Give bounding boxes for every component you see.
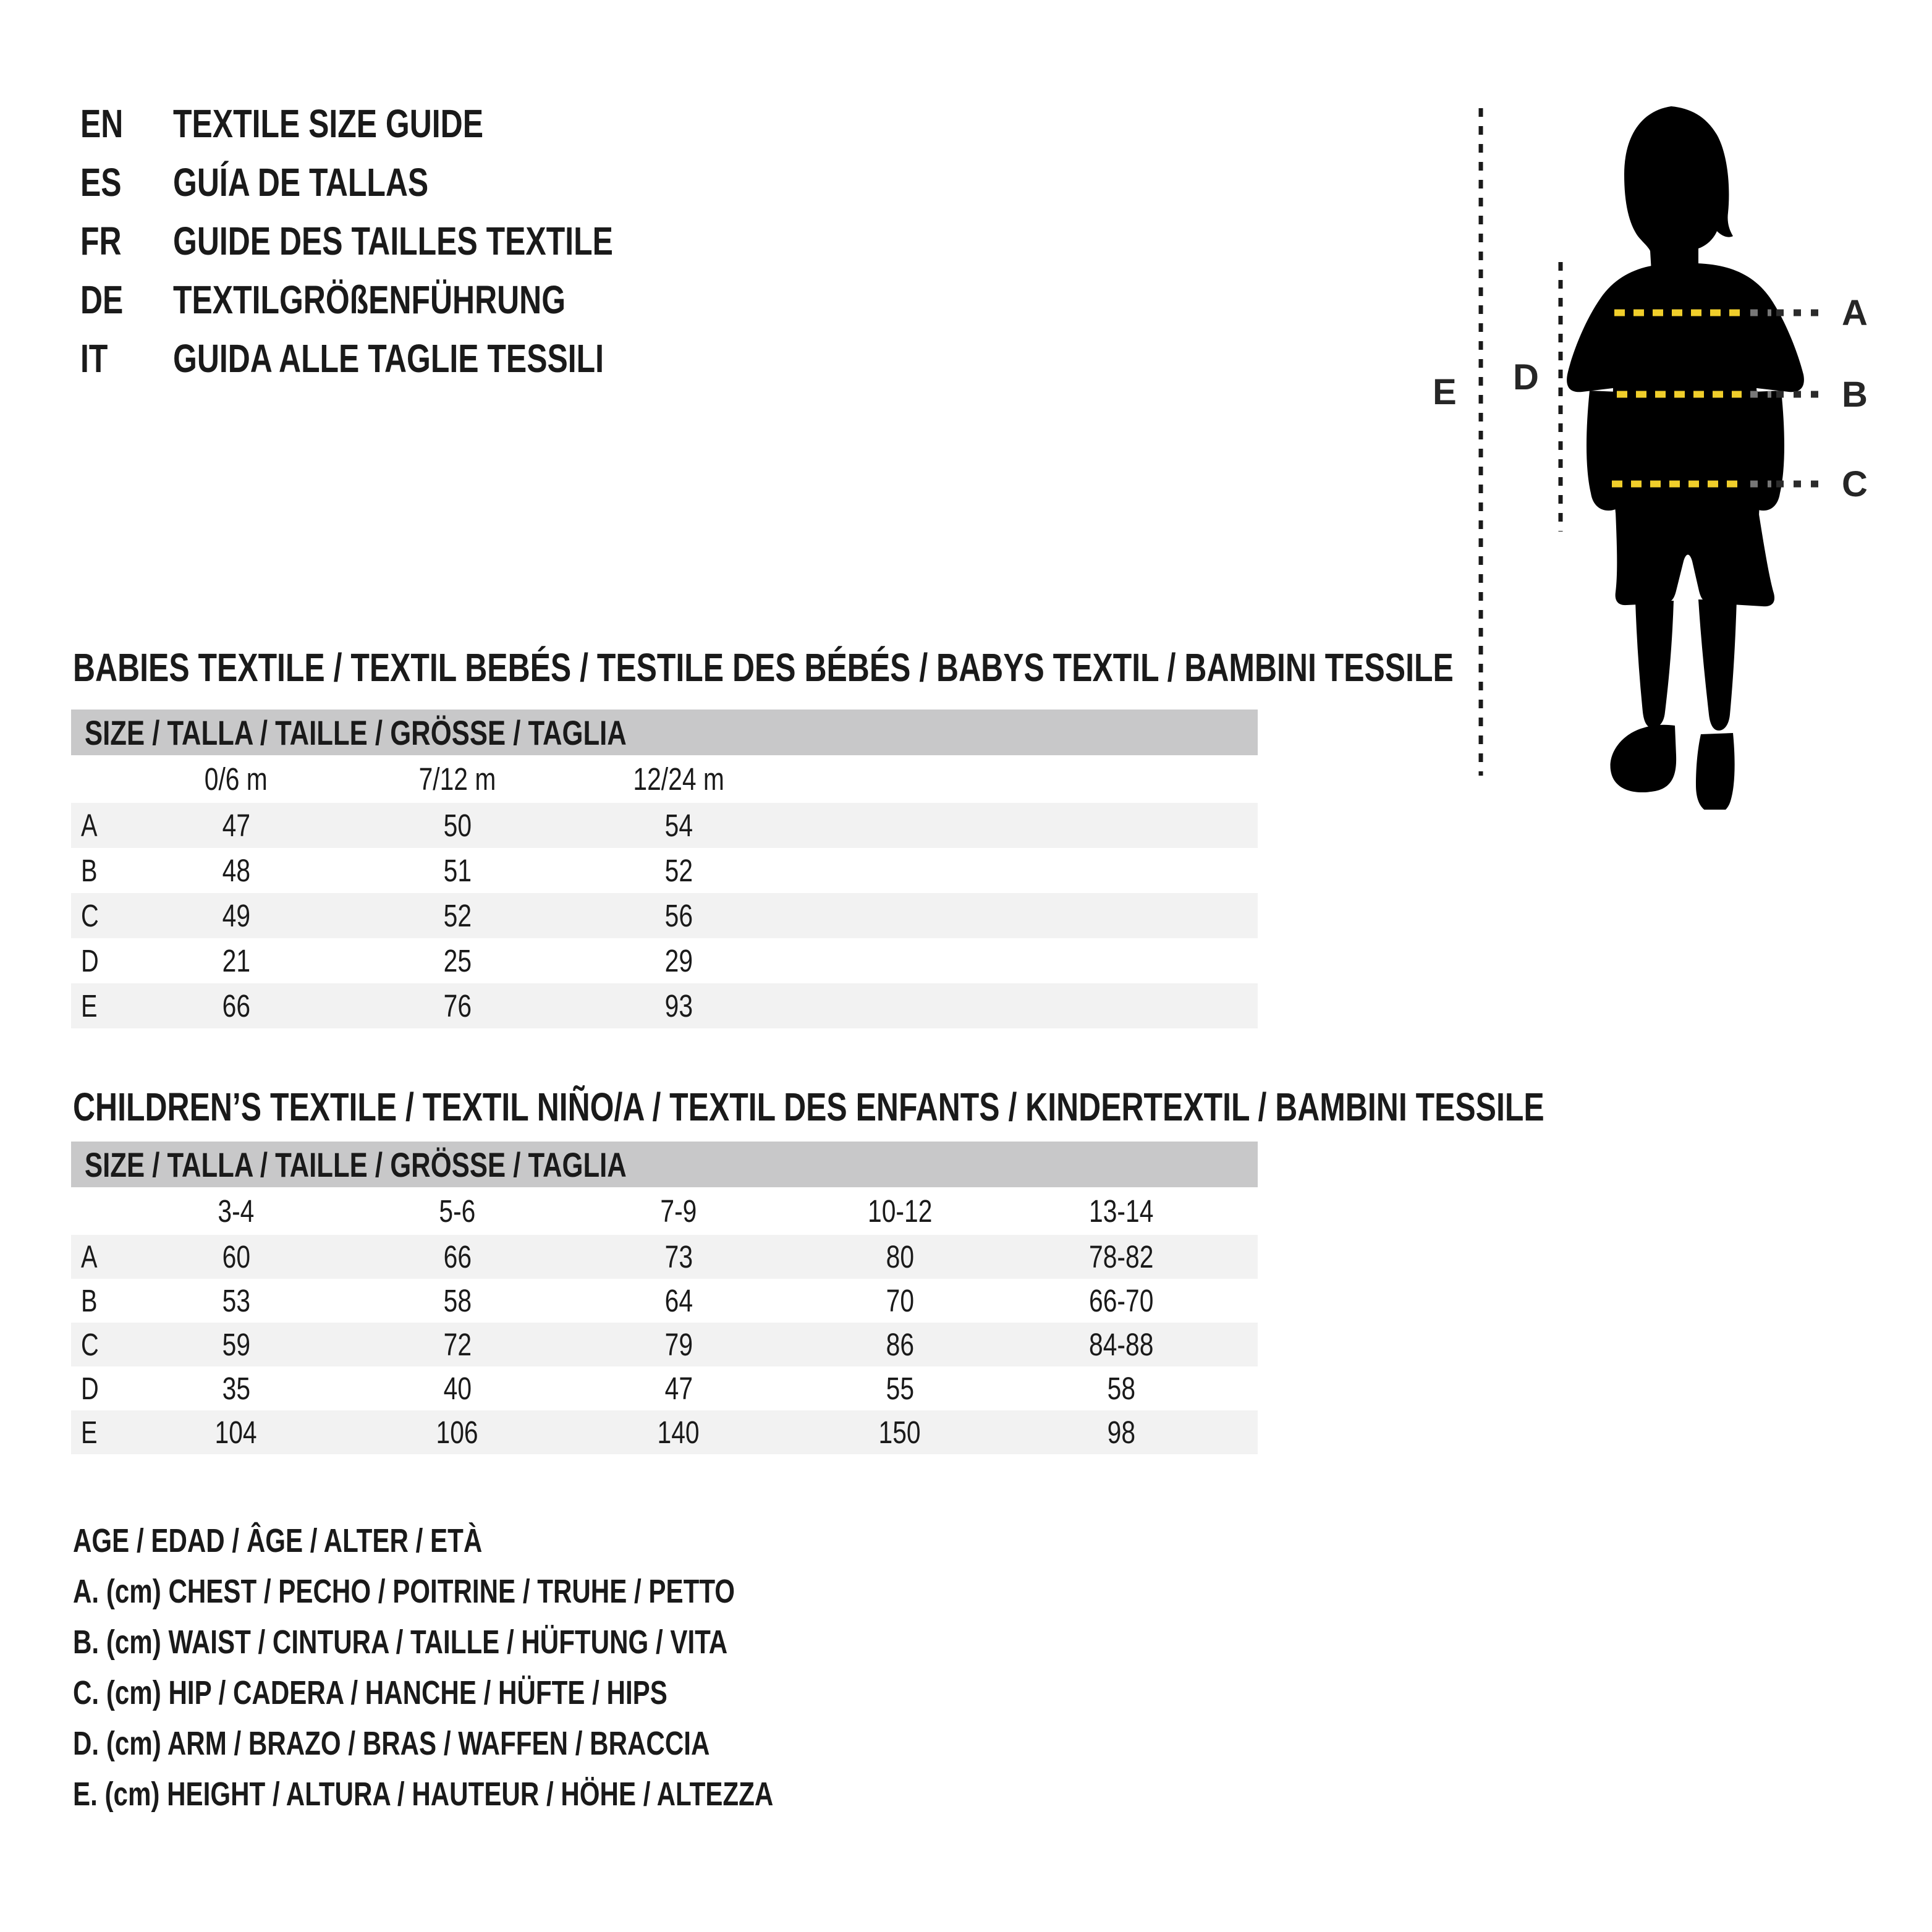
language-code: DE	[80, 277, 124, 322]
size-value: 56	[664, 898, 693, 933]
language-title: TEXTILE SIZE GUIDE	[173, 101, 484, 146]
size-header-bar	[71, 710, 1258, 755]
table-row	[71, 983, 1258, 1028]
children-section-title: CHILDREN’S TEXTILE / TEXTIL NIÑO/A / TEXTIL DES ENFANTS / KINDERTEXTIL / BAMBINI TESSILE	[73, 1085, 1544, 1129]
row-label: A	[81, 808, 98, 843]
legend-waist: B. (cm) WAIST / CINTURA / TAILLE / HÜFTUNG / VITA	[73, 1624, 728, 1661]
language-title-list	[80, 94, 737, 388]
column-header-row	[71, 1187, 1258, 1235]
size-value: 60	[222, 1239, 250, 1274]
table-row	[71, 893, 1258, 938]
size-value: 93	[664, 988, 693, 1023]
size-value: 79	[664, 1327, 693, 1362]
row-label: E	[81, 988, 98, 1023]
language-row	[80, 153, 737, 211]
size-value: 106	[436, 1415, 479, 1450]
hip-label: C	[1842, 464, 1868, 504]
size-value: 50	[443, 808, 472, 843]
babies-section-title: BABIES TEXTILE / TEXTIL BEBÉS / TESTILE DES BÉBÉS / BABYS TEXTIL / BAMBINI TESSILE	[73, 645, 1454, 690]
size-value: 48	[222, 853, 250, 888]
size-value: 76	[443, 988, 472, 1023]
column-header: 10-12	[867, 1193, 933, 1229]
row-label: A	[81, 1239, 98, 1274]
legend-hip: C. (cm) HIP / CADERA / HANCHE / HÜFTE / HIPS	[73, 1674, 667, 1711]
language-code: ES	[80, 159, 122, 205]
table-row	[71, 848, 1258, 893]
size-value: 47	[664, 1371, 693, 1406]
children-size-table	[71, 1142, 1258, 1454]
size-value: 78-82	[1088, 1239, 1154, 1274]
size-value: 66-70	[1088, 1283, 1154, 1318]
size-value: 86	[886, 1327, 914, 1362]
row-label: B	[81, 853, 98, 888]
table-row	[71, 803, 1258, 848]
size-value: 140	[657, 1415, 700, 1450]
row-label: C	[81, 1327, 99, 1362]
language-title: GUIDE DES TAILLES TEXTILE	[173, 218, 613, 263]
size-value: 49	[222, 898, 250, 933]
size-value: 47	[222, 808, 250, 843]
language-row	[80, 329, 737, 388]
size-value: 51	[443, 853, 472, 888]
size-value: 52	[664, 853, 693, 888]
row-label: D	[81, 943, 99, 978]
language-title: GUIDA ALLE TAGLIE TESSILI	[173, 336, 604, 381]
size-header-label: SIZE / TALLA / TAILLE / GRÖSSE / TAGLIA	[85, 1145, 627, 1184]
size-value: 84-88	[1088, 1327, 1154, 1362]
legend-arm: D. (cm) ARM / BRAZO / BRAS / WAFFEN / BRACCIA	[73, 1725, 710, 1762]
size-value: 70	[886, 1283, 914, 1318]
row-label: D	[81, 1371, 99, 1406]
size-value: 40	[443, 1371, 472, 1406]
column-header: 7/12 m	[418, 761, 496, 797]
legend-chest: A. (cm) CHEST / PECHO / POITRINE / TRUHE / PETTO	[73, 1573, 735, 1610]
size-value: 25	[443, 943, 472, 978]
column-header: 3-4	[218, 1193, 255, 1229]
size-value: 54	[664, 808, 693, 843]
column-header: 5-6	[439, 1193, 476, 1229]
size-value: 73	[664, 1239, 693, 1274]
size-value: 104	[214, 1415, 258, 1450]
language-row	[80, 211, 737, 270]
table-row	[71, 1323, 1258, 1366]
size-value: 80	[886, 1239, 914, 1274]
language-row	[80, 94, 737, 153]
language-code: FR	[80, 218, 122, 263]
column-header: 13-14	[1088, 1193, 1154, 1229]
size-value: 55	[886, 1371, 914, 1406]
table-row	[71, 938, 1258, 983]
babies-size-table	[71, 710, 1258, 1028]
language-title: TEXTILGRÖßENFÜHRUNG	[173, 277, 566, 322]
column-header: 7-9	[660, 1193, 697, 1229]
language-code: EN	[80, 101, 124, 146]
arm-label: D	[1513, 357, 1539, 397]
table-row	[71, 1279, 1258, 1323]
size-value: 29	[664, 943, 693, 978]
size-value: 66	[443, 1239, 472, 1274]
size-value: 35	[222, 1371, 250, 1406]
column-header: 0/6 m	[204, 761, 268, 797]
size-value: 64	[664, 1283, 693, 1318]
size-value: 72	[443, 1327, 472, 1362]
height-label: E	[1433, 372, 1457, 412]
waist-label: B	[1842, 375, 1868, 415]
legend-age: AGE / EDAD / ÂGE / ALTER / ETÀ	[73, 1522, 483, 1559]
table-row	[71, 1235, 1258, 1279]
column-header: 12/24 m	[633, 761, 724, 797]
size-value: 59	[222, 1327, 250, 1362]
size-value: 150	[878, 1415, 922, 1450]
language-row	[80, 270, 737, 329]
row-label: C	[81, 898, 99, 933]
measurement-diagram	[1409, 80, 1932, 810]
row-label: E	[81, 1415, 98, 1450]
table-row	[71, 1410, 1258, 1454]
size-value: 58	[443, 1283, 472, 1318]
measurement-legend	[73, 1515, 971, 1820]
size-value: 98	[1107, 1415, 1135, 1450]
row-label: B	[81, 1283, 98, 1318]
size-header-bar	[71, 1142, 1258, 1187]
column-header-row	[71, 755, 1258, 803]
size-value: 53	[222, 1283, 250, 1318]
size-value: 58	[1107, 1371, 1135, 1406]
size-value: 66	[222, 988, 250, 1023]
language-code: IT	[80, 336, 108, 381]
language-title: GUÍA DE TALLAS	[173, 159, 429, 205]
table-row	[71, 1366, 1258, 1410]
chest-label: A	[1842, 293, 1868, 333]
size-value: 52	[443, 898, 472, 933]
size-header-label: SIZE / TALLA / TAILLE / GRÖSSE / TAGLIA	[85, 713, 627, 752]
child-silhouette-icon	[1567, 106, 1804, 810]
legend-height: E. (cm) HEIGHT / ALTURA / HAUTEUR / HÖHE / ALTEZZA	[73, 1776, 774, 1813]
size-value: 21	[222, 943, 250, 978]
